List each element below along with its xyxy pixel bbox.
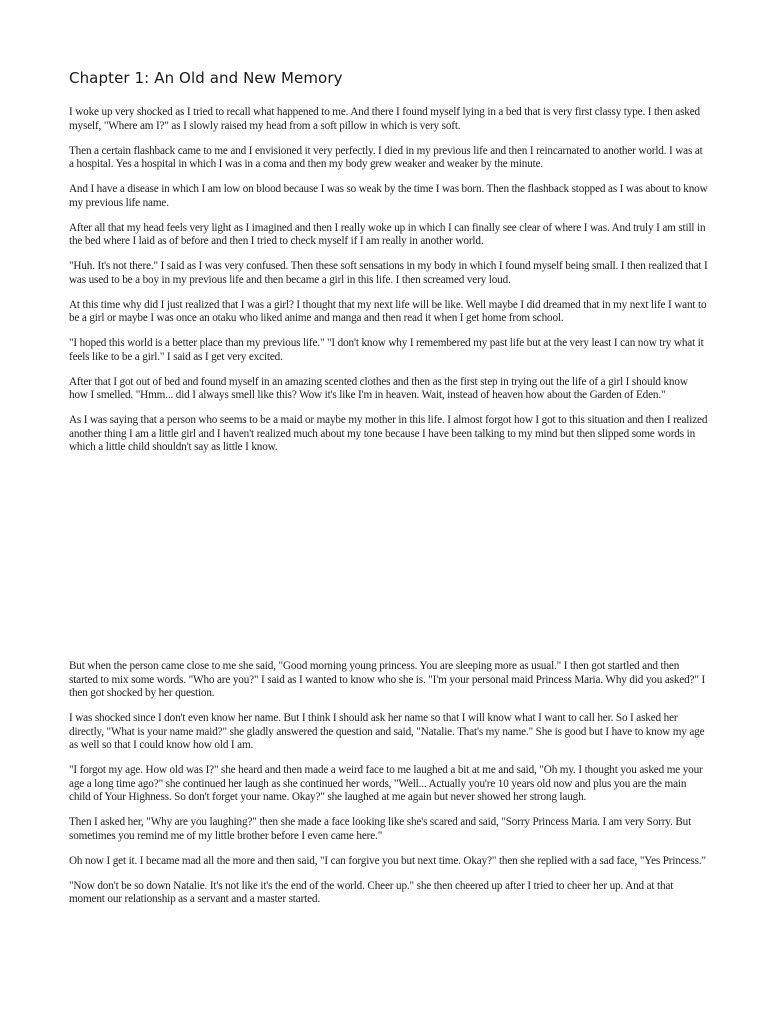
- paragraph: Then I asked her, "Why are you laughing?" then she made a face looking like she's scared and said, "Sorry Princess Maria. I am very Sorry. But sometimes you remind me of my little brother before I even came here.": [69, 816, 692, 842]
- paragraph: "I hoped this world is a better place than my previous life." "I don't know why I remembered my past life but at the very least I can now try what it feels like to be a girl." I said as I get very excited.: [69, 337, 704, 363]
- paragraph: I woke up very shocked as I tried to recall what happened to me. And there I found myself lying in a bed that is very first classy type. I then asked myself, "Where am I?" as I slowly raised my head from a soft pillow in which is very soft.: [69, 106, 700, 132]
- paragraph: After all that my head feels very light as I imagined and then I really woke up in which I can finally see clear of where I was. And truly I am still in the bed where I laid as of before and then I tried to check myself if I am really in another world.: [69, 221, 706, 247]
- paragraph: As I was saying that a person who seems to be a maid or maybe my mother in this life. I almost forgot how I got to this situation and then I realized another thing I am a little girl and I haven't realized much about my tone because I have been talking to my mind but then slipped some words in which a little child shouldn't say as little I know.: [69, 414, 708, 453]
- paragraph: "Huh. It's not there." I said as I was very confused. Then these soft sensations in my body in which I found myself being small. I then realized that I was used to be a boy in my previous life and then became a girl in this life. I then screamed very loud.: [69, 260, 708, 286]
- paragraph: At this time why did I just realized that I was a girl? I thought that my next life will be like. Well maybe I did dreamed that in my next life I want to be a girl or maybe I was once an otaku who liked anime and manga and then read it when I get home from school.: [69, 298, 707, 324]
- text-block-upper: [69, 106, 709, 466]
- paragraph: Then a certain flashback came to me and I envisioned it very perfectly. I died in my previous life and then I reincarnated to another world. I was at a hospital. Yes a hospital in which I was in a coma and then my body grew weaker and weaker by the minute.: [69, 144, 703, 170]
- chapter-title: Chapter 1: An Old and New Memory: [69, 69, 343, 87]
- paragraph: Oh now I get it. I became mad all the more and then said, "I can forgive you but next time. Okay?" then she replied with a sad face, "Yes Princess.": [69, 854, 706, 867]
- paragraph: "Now don't be so down Natalie. It's not like it's the end of the world. Cheer up." she then cheered up after I tried to cheer her up. And at that moment our relationship as a servant and a master started.: [69, 879, 674, 905]
- paragraph: And I have a disease in which I am low on blood because I was so weak by the time I was born. Then the flashback stopped as I was about to know my previous life name.: [69, 183, 708, 209]
- paragraph: I was shocked since I don't even know her name. But I think I should ask her name so that I will know what I want to call her. So I asked her directly, "What is your name maid?" she gladly answered the question and said, "Natalie. That's my name." She is good but I have to know my age as well so that I could know how old I am.: [69, 712, 705, 751]
- paragraph: "I forgot my age. How old was I?" she heard and then made a weird face to me laughed a bit at me and said, "Oh my. I thought you asked me your age a long time ago?" she continued her laugh as she continued her words, "Well... Actually you're 10 years old now and plus you are the main child of Your Highness. So don't forget your name. Okay?" she laughed at me again but never showed her strong laugh.: [69, 764, 703, 803]
- text-block-lower: [69, 660, 709, 918]
- paragraph: After that I got out of bed and found myself in an amazing scented clothes and then as the first step in trying out the life of a girl I should know how I smelled. "Hmm... did I always smell like this? Wow it's like I'm in heaven. Wait, instead of heaven how about the Garden of Eden.": [69, 375, 688, 401]
- paragraph: But when the person came close to me she said, "Good morning young princess. You are sleeping more as usual." I then got startled and then started to mix some words. "Who are you?" I said as I wanted to know who she is. "I'm your personal maid Princess Maria. Why did you asked?" I then got shocked by her question.: [69, 660, 706, 699]
